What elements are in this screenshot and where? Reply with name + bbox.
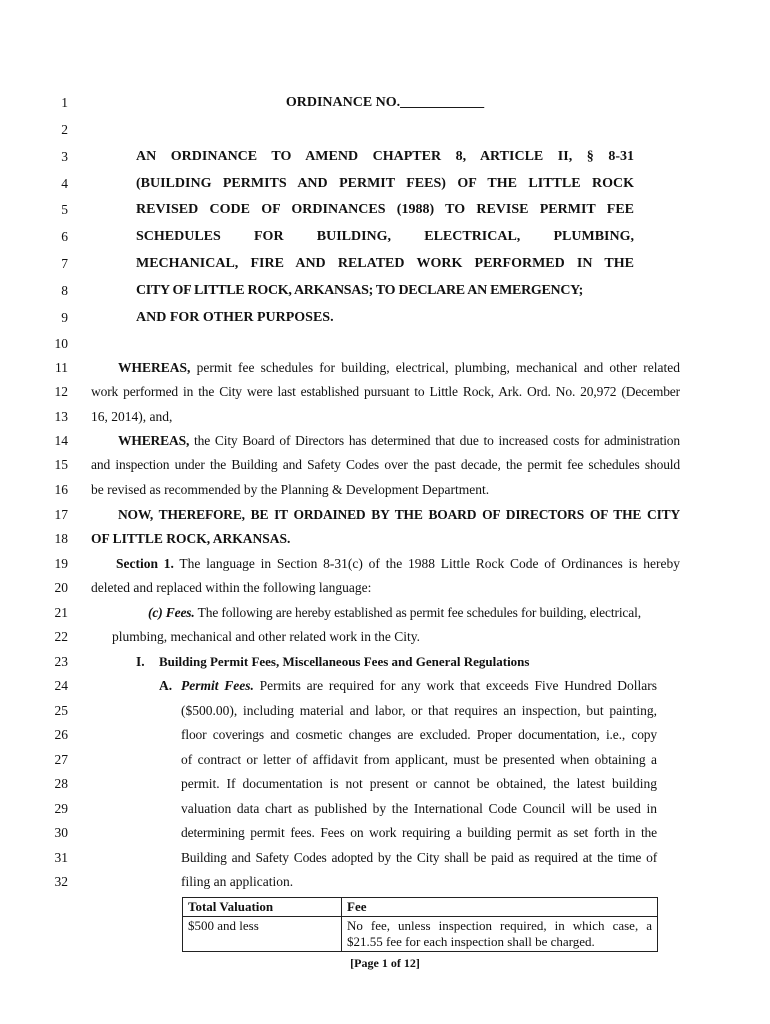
line-number: 10 xyxy=(54,336,68,351)
whereas-paragraph-1-line: 16, 2014), and, xyxy=(91,409,173,424)
line-number: 1 xyxy=(61,95,68,110)
line-number: 15 xyxy=(54,457,68,472)
line-number: 32 xyxy=(54,874,68,889)
caption-line: MECHANICAL, FIRE AND RELATED WORK PERFORMED IN THE xyxy=(136,256,634,271)
line-number: 6 xyxy=(61,229,68,244)
line-number: 26 xyxy=(54,727,68,742)
line-number: 23 xyxy=(54,654,68,669)
item-a-line: of contract or letter of affidavit from applicant, must be presented when obtaining a xyxy=(181,752,657,767)
line-number: 27 xyxy=(54,752,68,767)
line-number: 8 xyxy=(61,283,68,298)
page-footer: [Page 1 of 12] xyxy=(350,956,420,970)
section-lead: Section 1. xyxy=(116,556,174,571)
line-number: 14 xyxy=(54,433,68,448)
whereas-text: the City Board of Directors has determined that due to increased costs for administration xyxy=(189,433,680,448)
line-number: 24 xyxy=(54,678,68,693)
line-number: 20 xyxy=(54,580,68,595)
table-cell-fee: No fee, unless inspection required, in which case, a $21.55 fee for each inspection shall be charged. xyxy=(342,917,658,952)
item-a-line: filing an application. xyxy=(181,874,294,889)
caption-line: SCHEDULES FOR BUILDING, ELECTRICAL, PLUMBING, xyxy=(136,229,634,244)
fees-lead: (c) Fees. xyxy=(148,605,195,620)
line-number: 3 xyxy=(61,149,68,164)
item-a-line: determining permit fees. Fees on work requiring a building permit as set forth in the xyxy=(181,825,657,840)
item-text: Permits are required for any work that exceeds Five Hundred Dollars xyxy=(253,678,657,693)
fees-text: The following are hereby established as permit fee schedules for building, electrical, xyxy=(194,605,641,620)
line-number: 30 xyxy=(54,825,68,840)
fee-table xyxy=(182,897,658,952)
line-number: 19 xyxy=(54,556,68,571)
line-number: 5 xyxy=(61,202,68,217)
line-number: 7 xyxy=(61,256,68,271)
line-number: 17 xyxy=(54,507,68,522)
item-a-line: Building and Safety Codes adopted by the City shall be paid as required at the time of xyxy=(181,850,657,865)
line-number: 9 xyxy=(61,310,68,325)
caption-line: CITY OF LITTLE ROCK, ARKANSAS; TO DECLARE AN EMERGENCY; xyxy=(136,283,584,298)
heading-text: Building Permit Fees, Miscellaneous Fees and General Regulations xyxy=(159,654,530,669)
item-a-line: floor coverings and cosmetic changes are excluded. Proper documentation, i.e., copy xyxy=(181,727,657,742)
whereas-lead: WHEREAS, xyxy=(118,433,190,448)
item-a-line: valuation data chart as published by the International Code Council will be used in xyxy=(181,801,657,816)
item-number: A. xyxy=(159,678,173,693)
line-number: 18 xyxy=(54,531,68,546)
whereas-paragraph-2-line: be revised as recommended by the Planning & Development Department. xyxy=(91,482,490,497)
fees-paragraph-line: plumbing, mechanical and other related work in the City. xyxy=(112,629,421,644)
line-number: 12 xyxy=(54,384,68,399)
heading-number: I. xyxy=(136,654,145,669)
caption-line: REVISED CODE OF ORDINANCES (1988) TO REVISE PERMIT FEE xyxy=(136,202,634,217)
line-number: 29 xyxy=(54,801,68,816)
whereas-paragraph-1-line xyxy=(118,360,680,376)
column-header-total-valuation: Total Valuation xyxy=(183,898,342,917)
item-a-line: permit. If documentation is not present or cannot be obtained, the latest building xyxy=(181,776,657,791)
caption-line: AN ORDINANCE TO AMEND CHAPTER 8, ARTICLE II, § 8-31 xyxy=(136,149,634,164)
ordained-clause-line: NOW, THEREFORE, BE IT ORDAINED BY THE BOARD OF DIRECTORS OF THE CITY xyxy=(118,507,680,522)
line-number: 22 xyxy=(54,629,68,644)
whereas-paragraph-2-line: and inspection under the Building and Safety Codes over the past decade, the permit fee schedules should xyxy=(91,457,680,472)
caption-line: AND FOR OTHER PURPOSES. xyxy=(136,310,334,325)
ordained-clause-line: OF LITTLE ROCK, ARKANSAS. xyxy=(91,531,291,546)
line-number: 2 xyxy=(61,122,68,137)
table-row xyxy=(183,917,658,952)
item-a-line xyxy=(181,678,657,694)
column-header-fee: Fee xyxy=(342,898,658,917)
fees-paragraph-line xyxy=(148,605,641,621)
section-1-line xyxy=(116,556,680,572)
line-number: 31 xyxy=(54,850,68,865)
line-number: 21 xyxy=(54,605,68,620)
section-1-line: deleted and replaced within the following language: xyxy=(91,580,372,595)
whereas-lead: WHEREAS, xyxy=(118,360,191,375)
whereas-paragraph-1-line: work performed in the City were last established pursuant to Little Rock, Ark. Ord. No. 20,972 (December xyxy=(91,384,680,399)
line-number: 28 xyxy=(54,776,68,791)
line-number: 16 xyxy=(54,482,68,497)
line-number: 11 xyxy=(55,360,68,375)
ordinance-title: ORDINANCE NO.____________ xyxy=(285,95,485,110)
whereas-text: permit fee schedules for building, electrical, plumbing, mechanical and other related xyxy=(190,360,680,375)
line-number: 25 xyxy=(54,703,68,718)
table-header-row xyxy=(183,898,658,917)
item-lead: Permit Fees. xyxy=(181,678,254,693)
line-number: 4 xyxy=(61,176,68,191)
whereas-paragraph-2-line xyxy=(118,433,680,449)
caption-line: (BUILDING PERMITS AND PERMIT FEES) OF THE LITTLE ROCK xyxy=(136,176,634,191)
section-text: The language in Section 8-31(c) of the 1988 Little Rock Code of Ordinances is hereby xyxy=(173,556,680,571)
table-cell-valuation: $500 and less xyxy=(183,917,342,952)
item-a-line: ($500.00), including material and labor, or that requires an inspection, but painting, xyxy=(181,703,657,718)
line-number: 13 xyxy=(54,409,68,424)
